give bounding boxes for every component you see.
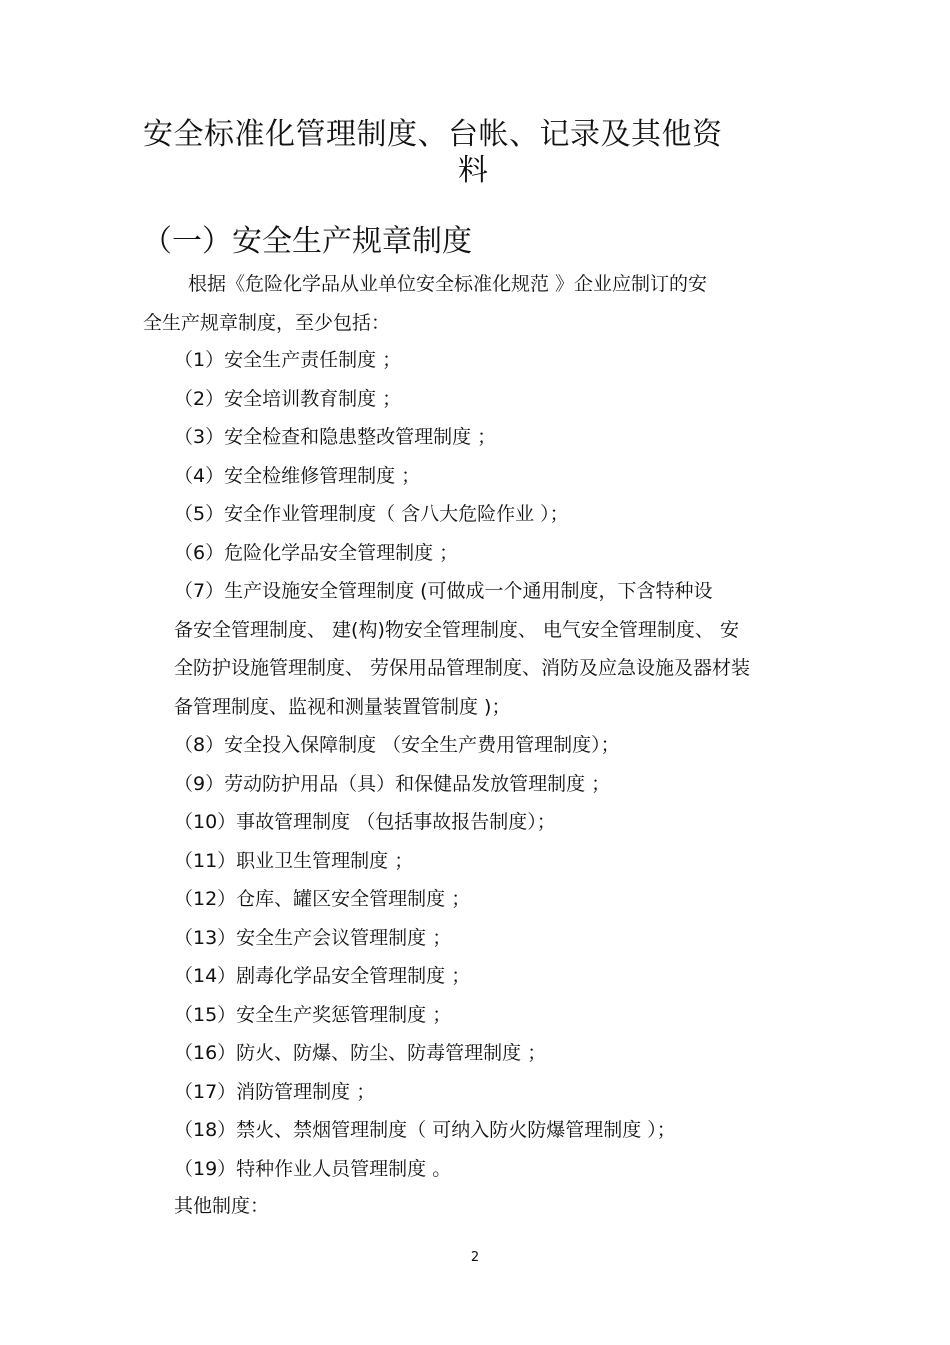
list-item: （1）安全生产责任制度 ； xyxy=(174,349,402,371)
list-item: （9）劳动防护用品（具）和保健品发放管理制度 ； xyxy=(174,772,611,795)
intro-paragraph-line-2: 全生产规章制度，至少包括： xyxy=(143,312,391,334)
list-item: （17）消防管理制度 ； xyxy=(174,1080,376,1103)
list-item-continuation: 备安全管理制度、 建(构)物安全管理制度、 电气安全管理制度、 安 xyxy=(174,618,739,641)
document-title-line-2: 料 xyxy=(458,153,489,188)
list-item: （2）安全培训教育制度 ； xyxy=(174,387,402,410)
list-item: （18）禁火、禁烟管理制度（ 可纳入防火防爆管理制度 ）； xyxy=(174,1119,676,1141)
list-item-continuation: 全防护设施管理制度、 劳保用品管理制度、消防及应急设施及器材装 xyxy=(174,657,751,679)
list-item: （19）特种作业人员管理制度 。 xyxy=(174,1157,452,1180)
list-item: （10）事故管理制度 （包括事故报告制度）； xyxy=(174,811,556,833)
list-item: （13）安全生产会议管理制度 ； xyxy=(174,926,452,949)
list-item: （6）危险化学品安全管理制度 ； xyxy=(174,541,459,564)
intro-paragraph-line-1: 根据《危险化学品从业单位安全标准化规范 》企业应制订的安 xyxy=(188,273,708,295)
list-item: （5）安全作业管理制度（ 含八大危险作业 ）； xyxy=(174,503,569,525)
page-number: 2 xyxy=(470,1250,480,1265)
list-item: （15）安全生产奖惩管理制度 ； xyxy=(174,1003,452,1026)
list-item: （11）职业卫生管理制度 ； xyxy=(174,849,414,872)
list-item: （8）安全投入保障制度 （安全生产费用管理制度）； xyxy=(174,734,620,756)
list-item-continuation: 备管理制度、监视和测量装置管制度 )； xyxy=(174,695,511,718)
list-item: （3）安全检查和隐患整改管理制度 ； xyxy=(174,426,497,448)
list-item: （16）防火、防爆、防尘、防毒管理制度 ； xyxy=(174,1042,547,1064)
regulation-list xyxy=(174,346,750,1193)
list-item: （12）仓库、罐区安全管理制度 ； xyxy=(174,888,471,910)
list-item: （4）安全检维修管理制度 ； xyxy=(174,464,421,487)
list-item: （14）剧毒化学品安全管理制度 ； xyxy=(174,965,471,987)
section-heading: （一）安全生产规章制度 xyxy=(142,224,472,259)
document-title-line-1: 安全标准化管理制度、台帐、记录及其他资 xyxy=(143,117,723,152)
other-regulations-label: 其他制度： xyxy=(174,1195,270,1217)
list-item: （7）生产设施安全管理制度 (可做成一个通用制度，下含特种设 xyxy=(174,580,713,602)
